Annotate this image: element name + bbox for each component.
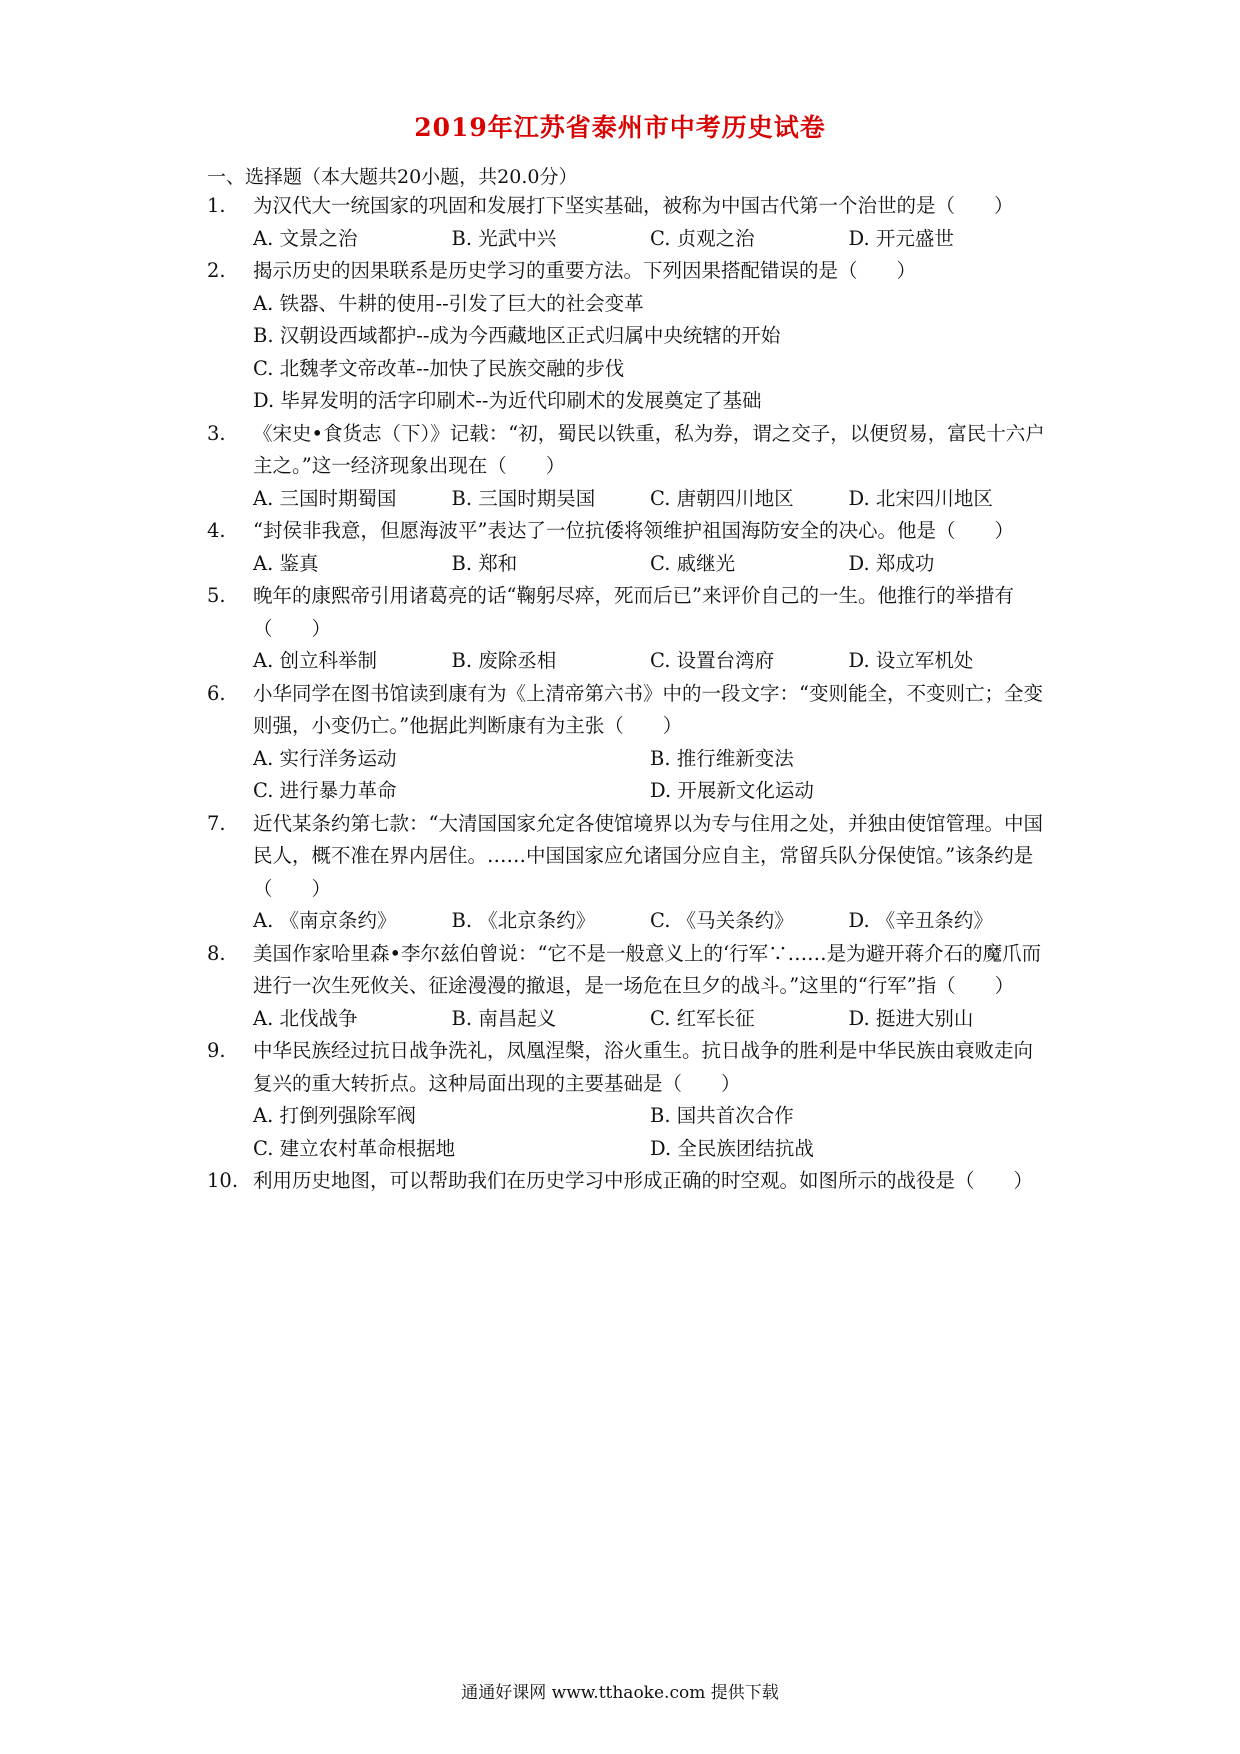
- question-item: [207, 938, 1047, 1036]
- question-item: [207, 808, 1047, 938]
- option-group: [253, 288, 1047, 418]
- option-group: [253, 223, 1047, 256]
- question-item: [207, 255, 1047, 418]
- exam-title: 2019年江苏省泰州市中考历史试卷: [414, 113, 826, 142]
- answer-option: D. 开元盛世: [848, 226, 954, 250]
- answer-option: A. 文景之治: [253, 226, 358, 250]
- question-number: 1.: [207, 194, 226, 217]
- question-item: [207, 418, 1047, 516]
- question-stem: 中华民族经过抗日战争洗礼，凤凰涅槃，浴火重生。抗日战争的胜利是中华民族由衰败走向复兴的重大转折点。这种局面出现的主要基础是（ ）: [253, 1039, 1034, 1095]
- answer-option: A. 创立科举制: [253, 649, 377, 672]
- question-number: 9.: [207, 1039, 226, 1062]
- question-number: 4.: [207, 519, 226, 542]
- answer-option: C. 建立农村革命根据地: [253, 1136, 456, 1160]
- answer-option: A. 鉴真: [253, 551, 319, 575]
- question-number: 6.: [207, 681, 226, 705]
- answer-option: D. 郑成功: [848, 551, 935, 575]
- answer-option: C. 设置台湾府: [650, 649, 775, 672]
- answer-option: C. 《马关条约》: [650, 909, 794, 932]
- answer-option: B. 《北京条约》: [451, 909, 596, 932]
- question-item: [207, 190, 1047, 255]
- question-stem: 小华同学在图书馆读到康有为《上清帝第六书》中的一段文字：“变则能全，不变则亡；全变则强，小变仍亡。”他据此判断康有为主张（ ）: [253, 681, 1043, 737]
- footer-text: 通通好课网 www.tthaoke.com 提供下载: [461, 1683, 779, 1703]
- question-stem: “封侯非我意，但愿海波平”表达了一位抗倭将领维护祖国海防安全的决心。他是（ ）: [253, 519, 1014, 542]
- question-number: 3.: [207, 421, 226, 445]
- answer-option: A. 北伐战争: [253, 1006, 358, 1030]
- question-stem: 晚年的康熙帝引用诸葛亮的话“鞠躬尽瘁，死而后已”来评价自己的一生。他推行的举措有（ ）: [253, 584, 1014, 640]
- answer-option: B. 废除丞相: [451, 649, 557, 672]
- answer-option: D. 毕昇发明的活字印刷术--为近代印刷术的发展奠定了基础: [253, 389, 762, 412]
- question-item: [207, 580, 1047, 678]
- answer-option: B. 汉朝设西域都护--成为今西藏地区正式归属中央统辖的开始: [253, 324, 781, 347]
- answer-option: B. 国共首次合作: [650, 1104, 794, 1127]
- section-heading: 一、选择题（本大题共20小题，共20.0分）: [207, 166, 578, 188]
- answer-option: D. 开展新文化运动: [650, 779, 814, 802]
- answer-option: A. 打倒列强除军阀: [253, 1104, 416, 1127]
- answer-option: C. 进行暴力革命: [253, 779, 397, 802]
- answer-option: B. 光武中兴: [451, 226, 557, 250]
- question-number: 10.: [207, 1169, 239, 1192]
- answer-option: B. 推行维新变法: [650, 746, 794, 770]
- question-stem: 近代某条约第七款：“大清国国家允定各使馆境界以为专与住用之处，并独由使馆管理。中国民人，概不准在界内居住。……中国国家应允诸国分应自主，常留兵队分保使馆。”该条约是（ ）: [253, 811, 1043, 900]
- question-number: 7.: [207, 811, 226, 835]
- question-item: [207, 515, 1047, 580]
- option-group: [253, 483, 1047, 516]
- answer-option: C. 红军长征: [650, 1006, 755, 1030]
- question-number: 5.: [207, 584, 226, 607]
- question-list: [207, 190, 1047, 1198]
- option-group: [253, 1003, 1047, 1036]
- option-group: [253, 1100, 1047, 1165]
- answer-option: C. 北魏孝文帝改革--加快了民族交融的步伐: [253, 356, 625, 380]
- question-number: 2.: [207, 259, 226, 282]
- answer-option: C. 唐朝四川地区: [650, 486, 794, 510]
- answer-option: D. 挺进大别山: [848, 1006, 974, 1030]
- question-item: [207, 1035, 1047, 1165]
- question-item: [207, 678, 1047, 808]
- answer-option: A. 实行洋务运动: [253, 746, 397, 770]
- answer-option: B. 南昌起义: [451, 1006, 557, 1030]
- answer-option: D. 北宋四川地区: [848, 486, 993, 510]
- answer-option: C. 贞观之治: [650, 226, 755, 250]
- option-group: [253, 548, 1047, 581]
- answer-option: D. 《辛丑条约》: [848, 909, 993, 932]
- answer-option: C. 戚继光: [650, 551, 736, 575]
- question-stem: 为汉代大一统国家的巩固和发展打下坚实基础，被称为中国古代第一个治世的是（ ）: [253, 194, 1014, 217]
- answer-option: D. 设立军机处: [848, 649, 974, 672]
- answer-option: A. 三国时期蜀国: [253, 486, 397, 510]
- answer-option: B. 郑和: [451, 551, 518, 575]
- answer-option: D. 全民族团结抗战: [650, 1136, 814, 1160]
- answer-option: B. 三国时期吴国: [451, 486, 596, 510]
- option-group: [253, 645, 1047, 678]
- question-number: 8.: [207, 941, 226, 965]
- question-stem: 美国作家哈里森•李尔兹伯曾说：“它不是一般意义上的‘行军∵……是为避开蒋介石的魔爪而进行一次生死攸关、征途漫漫的撤退，是一场危在旦夕的战斗。”这里的“行军”指（ ）: [253, 941, 1042, 997]
- question-stem: 揭示历史的因果联系是历史学习的重要方法。下列因果搭配错误的是（ ）: [253, 259, 917, 282]
- question-item: [207, 1165, 1047, 1198]
- question-stem: 《宋史•食货志（下）》记载：“初，蜀民以铁重，私为券，谓之交子，以便贸易，富民十六户主之。”这一经济现象出现在（ ）: [253, 421, 1045, 477]
- option-group: [253, 905, 1047, 938]
- answer-option: A. 铁器、牛耕的使用--引发了巨大的社会变革: [253, 291, 644, 315]
- answer-option: A. 《南京条约》: [253, 909, 397, 932]
- question-stem: 利用历史地图，可以帮助我们在历史学习中形成正确的时空观。如图所示的战役是（ ）: [253, 1169, 1034, 1192]
- option-group: [253, 743, 1047, 808]
